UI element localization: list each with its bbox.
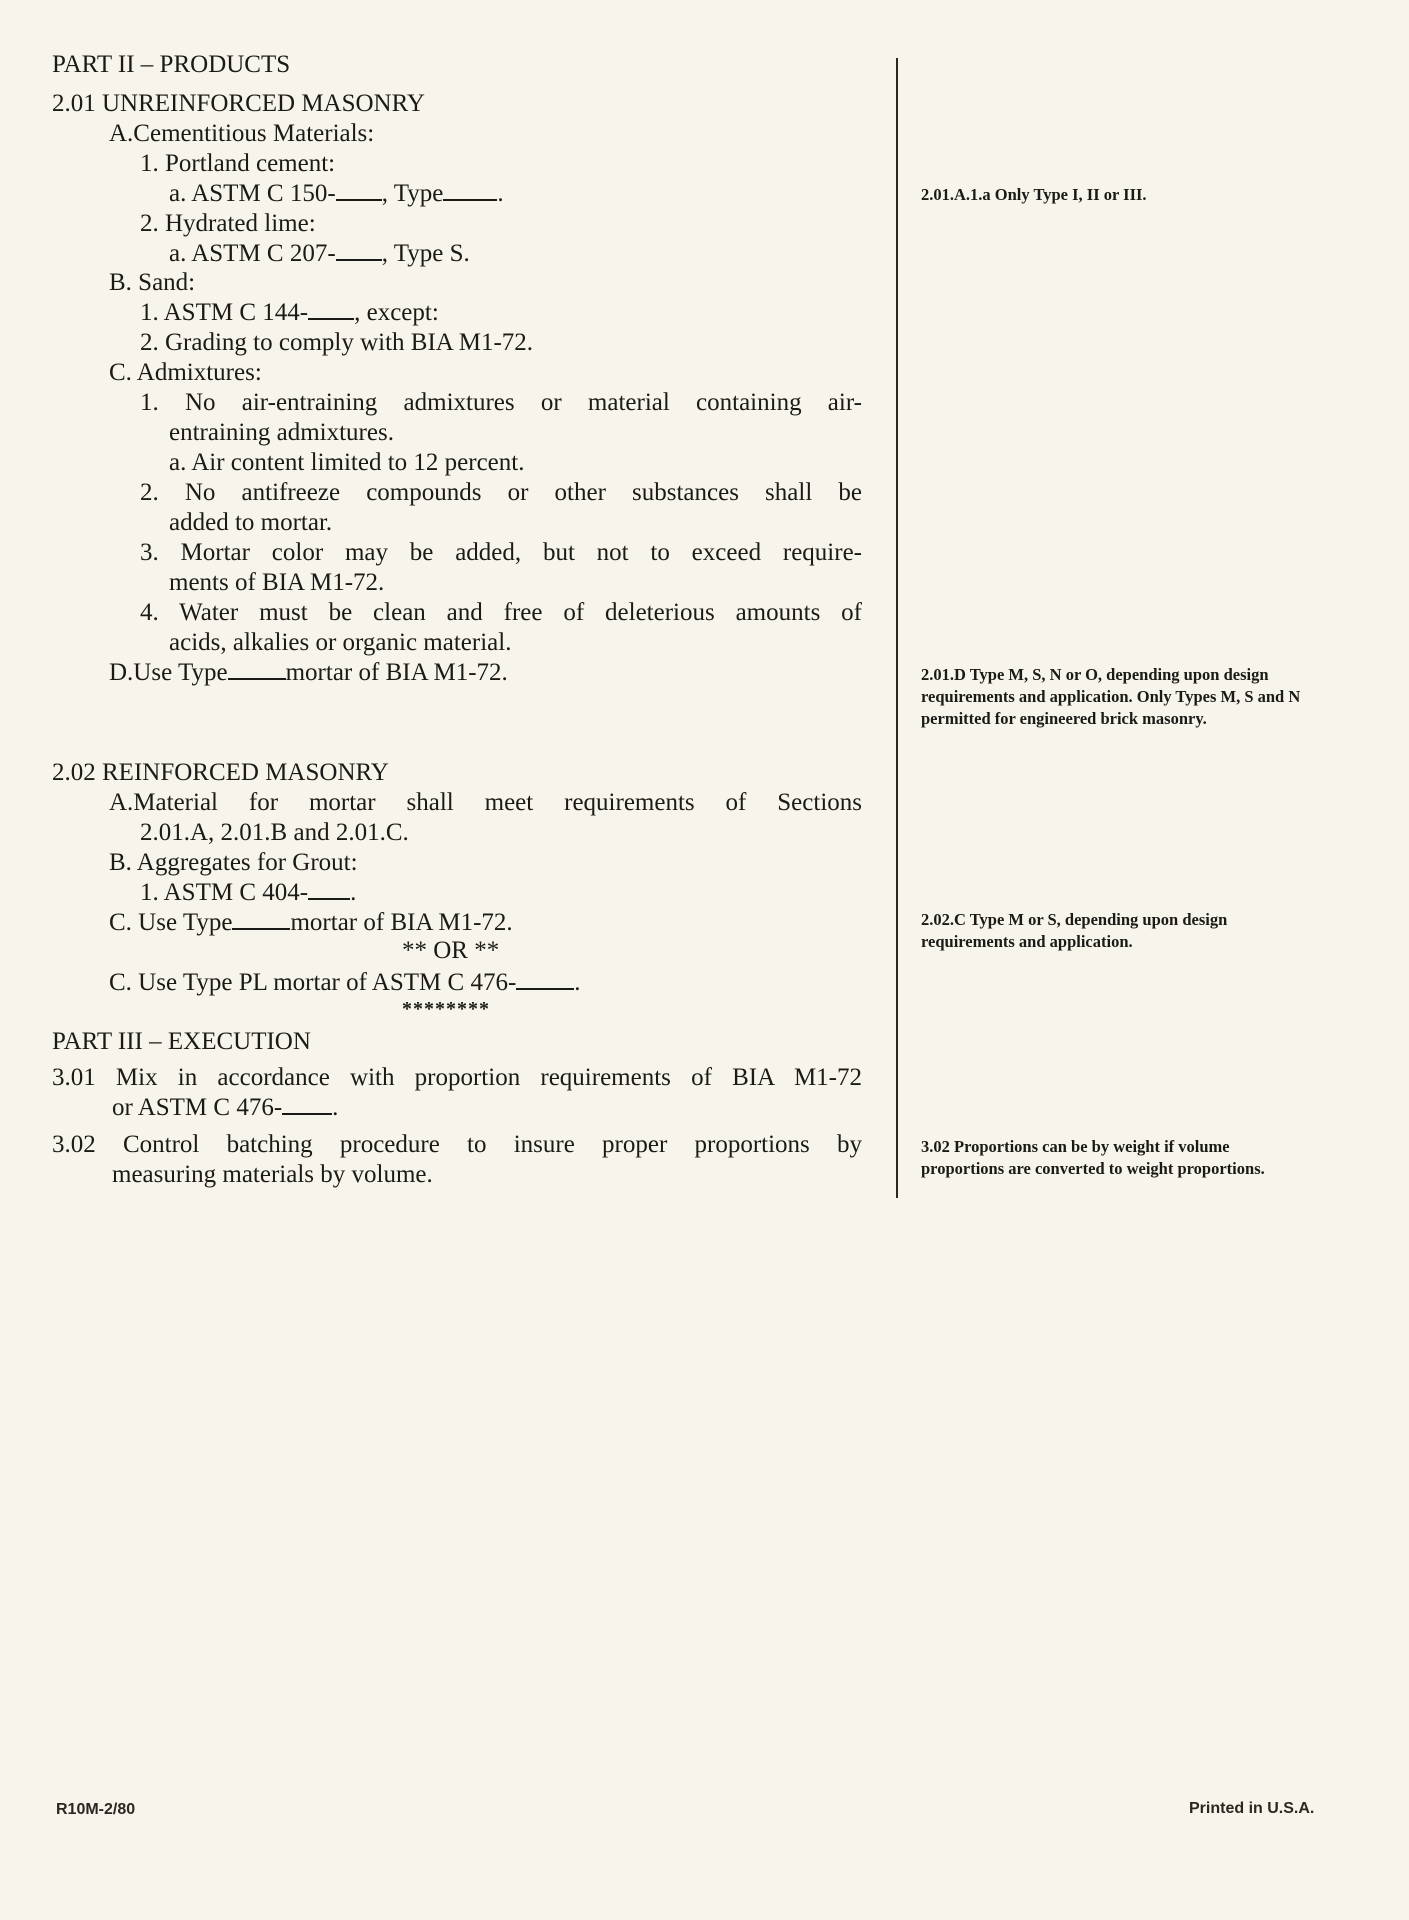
s301-text-post: . [332,1094,339,1121]
c-alt-text-pre: C. Use Type PL mortar of ASTM C 476- [109,969,517,996]
section-2-01-heading: 2.01 UNREINFORCED MASONRY [52,90,425,117]
footer-printed: Printed in U.S.A. [1189,1800,1315,1817]
year-blank [282,1093,332,1115]
section-2-01-c2-line1: 2. No antifreeze compounds or other substances shall be [140,479,862,506]
c-text-post: mortar of BIA M1-72. [290,909,513,936]
section-2-02-c [109,908,513,938]
b1-text-pre: 1. ASTM C 144- [140,299,309,326]
a2a-text-post: , Type S. [381,240,470,267]
section-2-02-heading: 2.02 REINFORCED MASONRY [52,759,389,786]
year-blank [308,878,350,900]
section-2-01-c1-line1: 1. No air-entraining admixtures or material containing air- [140,389,862,416]
a2a-text-pre: a. ASTM C 207- [169,240,336,267]
a1a-text-post: . [497,180,504,207]
c-text-pre: C. Use Type [109,909,233,936]
section-2-01-b-title: B. Sand: [109,269,196,296]
year-blank [336,179,382,201]
year-blank [308,298,354,320]
d-text-pre: D.Use Type [109,659,228,686]
section-2-01-a1a [169,179,504,209]
a1a-text-pre: a. ASTM C 150- [169,180,336,207]
b1-text-post: . [350,879,357,906]
type-blank [443,179,497,201]
section-2-02-a-line2: 2.01.A, 2.01.B and 2.01.C. [140,819,409,846]
d-text-post: mortar of BIA M1-72. [285,659,508,686]
or-separator: ** OR ** [402,937,500,964]
section-2-01-c3-line1: 3. Mortar color may be added, but not to exceed require- [140,539,862,566]
section-2-01-b1 [140,298,439,328]
section-2-01-c3-line2: ments of BIA M1-72. [169,569,385,596]
b1-text-post: , except: [354,299,439,326]
section-2-01-c2-line2: added to mortar. [169,509,333,536]
section-3-01-line2 [112,1093,338,1123]
section-2-01-a2: 2. Hydrated lime: [140,210,316,237]
section-2-02-b-title: B. Aggregates for Grout: [109,849,358,876]
year-blank [336,239,382,261]
section-2-02-b1 [140,878,356,908]
part-ii-title: PART II – PRODUCTS [52,51,291,78]
year-blank [516,968,574,990]
column-divider [896,58,898,1198]
note-2-01-d: 2.01.D Type M, S, N or O, depending upon design requirements and application. Only Types M, S and N permitted for engineered brick masonry. [921,665,1301,728]
type-blank [232,908,290,930]
section-2-01-a-title: A.Cementitious Materials: [109,120,375,147]
section-3-02-line1: 3.02 Control batching procedure to insure proper proportions by [52,1131,862,1158]
section-2-01-c4-line1: 4. Water must be clean and free of deleterious amounts of [140,599,862,626]
part-iii-title: PART III – EXECUTION [52,1028,311,1055]
c-alt-text-post: . [574,969,581,996]
section-2-01-c4-line2: acids, alkalies or organic material. [169,629,512,656]
section-2-02-c-alt [109,968,581,998]
a1a-text-mid: , Type [381,180,444,207]
footer-code: R10M-2/80 [56,1801,136,1818]
type-blank [228,658,286,680]
section-2-02-a-line1: A.Material for mortar shall meet requirements of Sections [109,789,862,816]
section-2-01-a1: 1. Portland cement: [140,150,336,177]
section-2-01-c1a: a. Air content limited to 12 percent. [169,449,525,476]
section-2-01-a2a [169,239,470,269]
s301-text-pre: or ASTM C 476- [112,1094,283,1121]
b1-text-pre: 1. ASTM C 404- [140,879,309,906]
section-2-01-c1-line2: entraining admixtures. [169,419,394,446]
note-2-01-a-1-a: 2.01.A.1.a Only Type I, II or III. [921,185,1147,204]
section-3-02-line2: measuring materials by volume. [112,1161,433,1188]
note-3-02: 3.02 Proportions can be by weight if volume proportions are converted to weight proportions. [921,1137,1265,1178]
section-2-01-c-title: C. Admixtures: [109,359,262,386]
note-2-02-c: 2.02.C Type M or S, depending upon design requirements and application. [921,910,1228,951]
section-2-01-b2: 2. Grading to comply with BIA M1-72. [140,329,534,356]
stars-separator: ******** [402,998,490,1020]
section-3-01-line1: 3.01 Mix in accordance with proportion requirements of BIA M1-72 [52,1064,862,1091]
section-2-01-d [109,658,508,688]
